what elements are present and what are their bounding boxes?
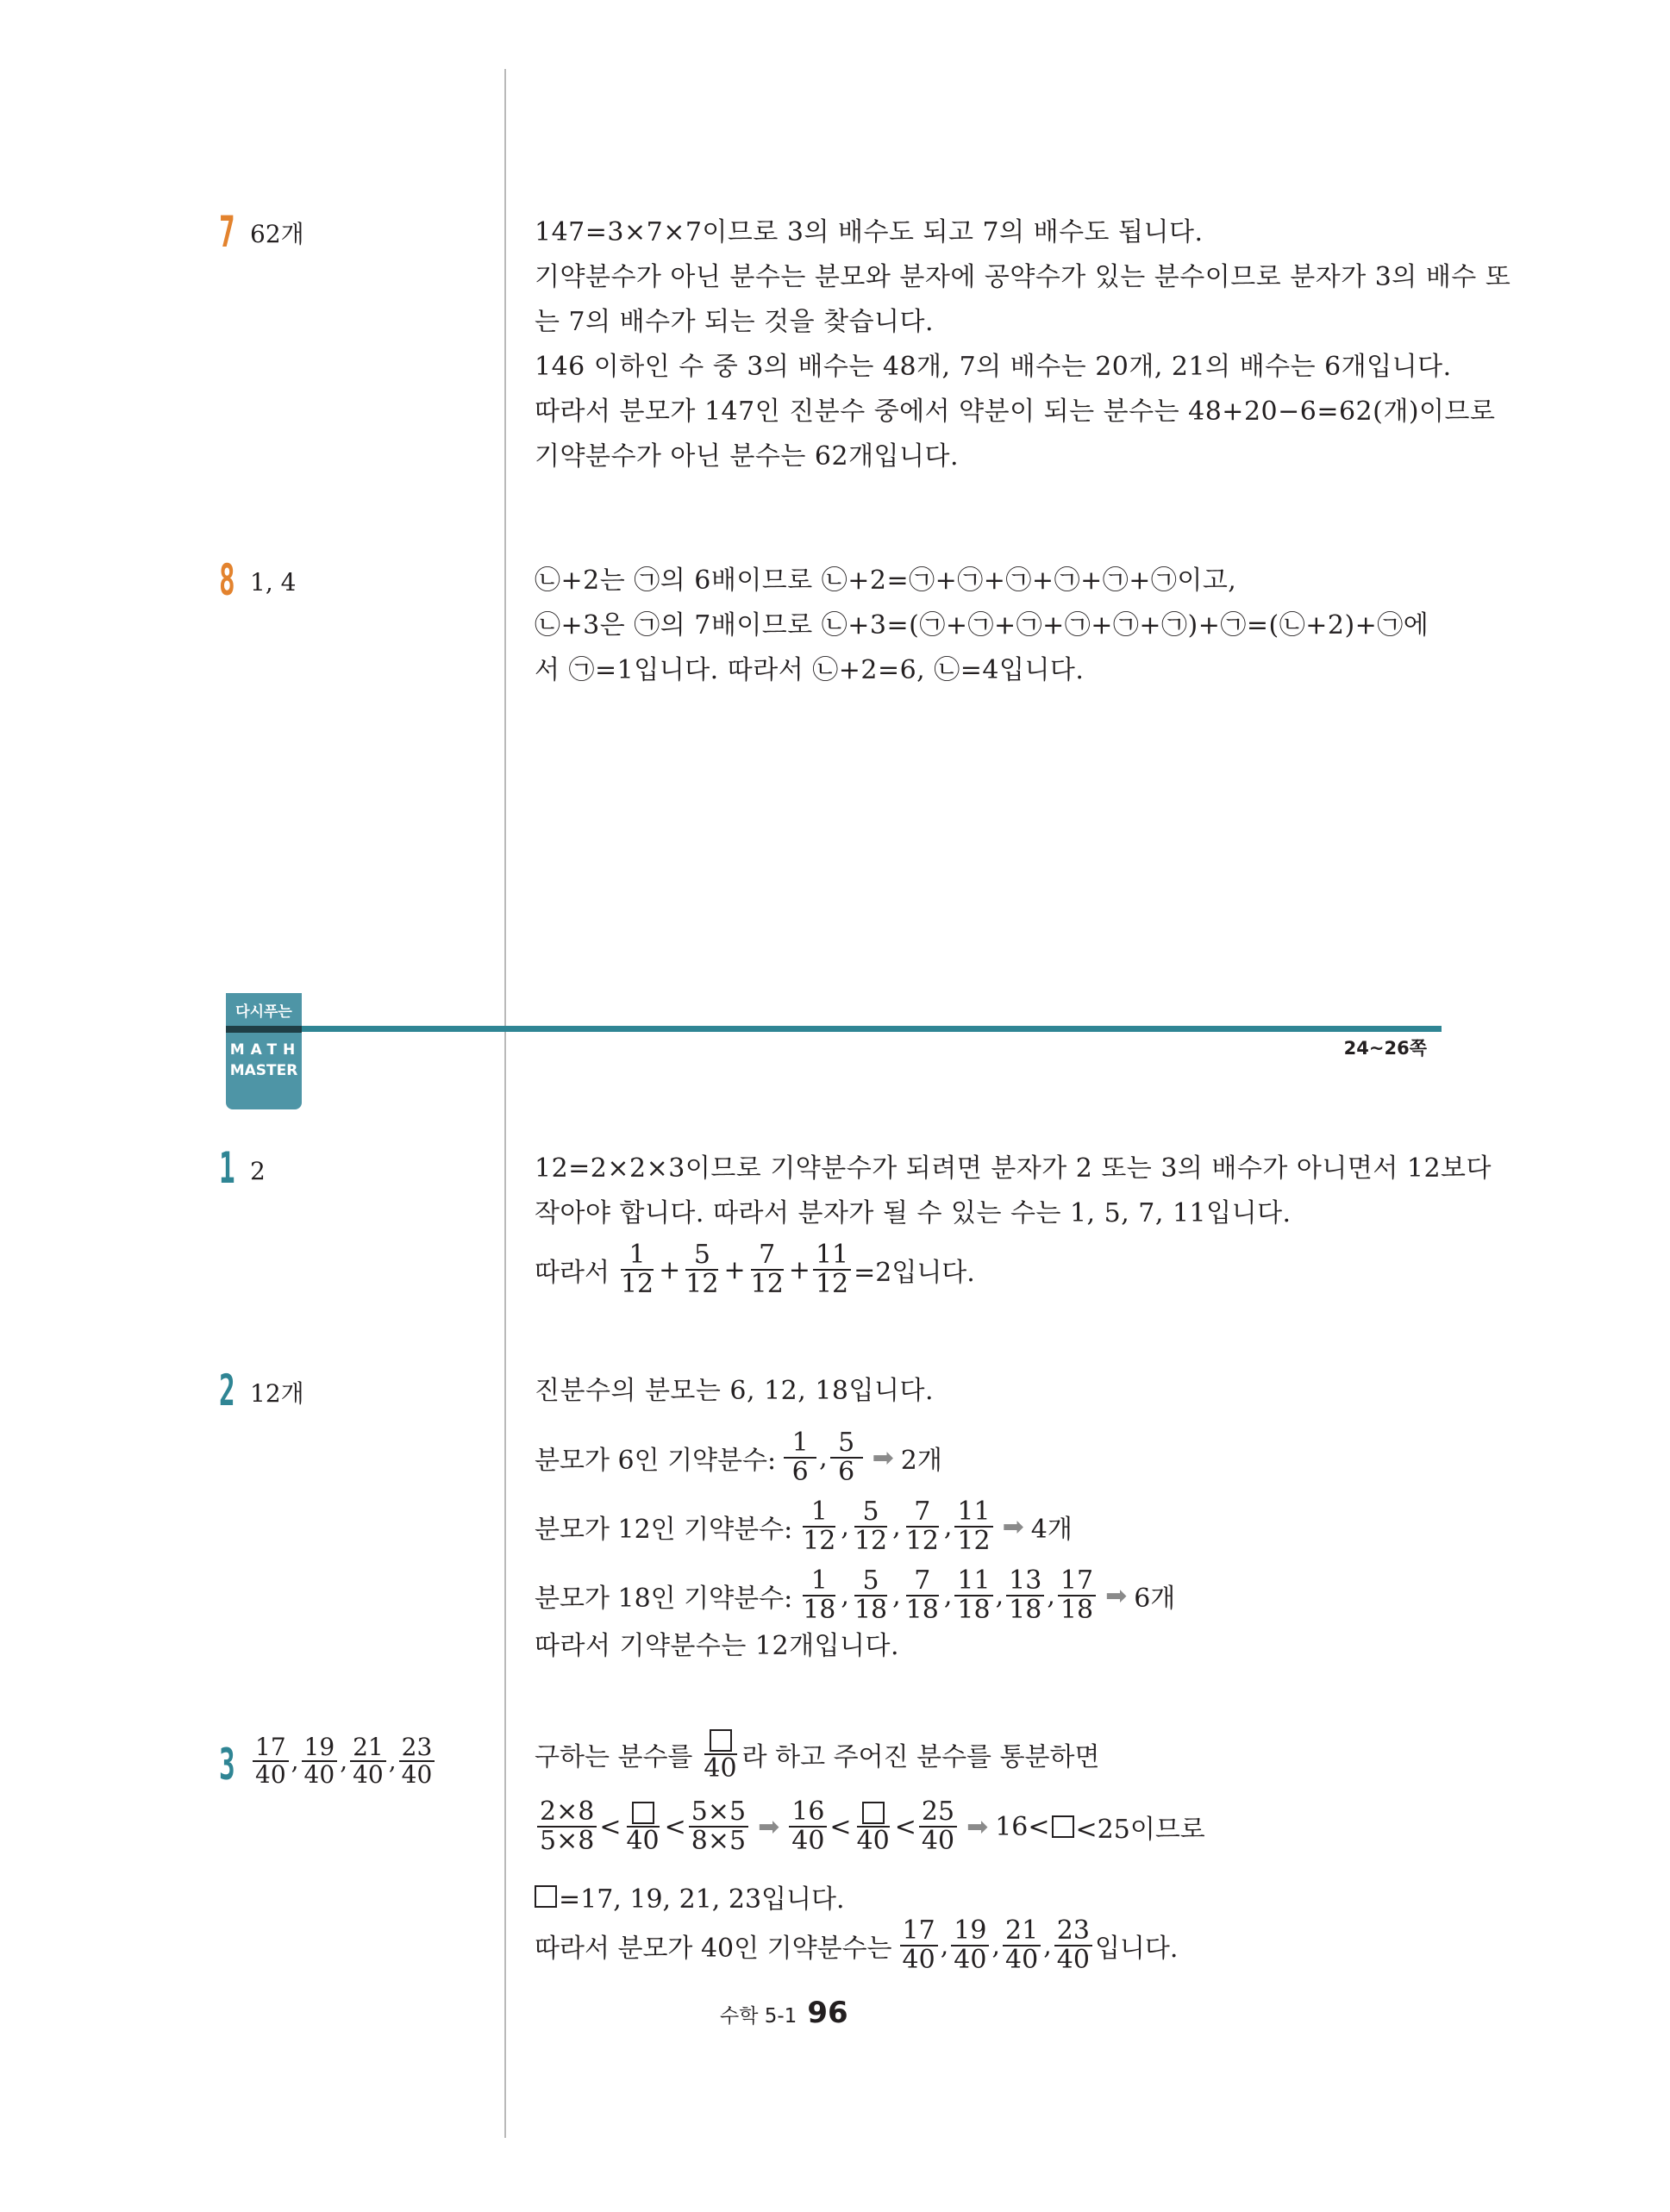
solution-line: 12=2×2×3이므로 기약분수가 되려면 분자가 2 또는 3의 배수가 아니면서 12보다 xyxy=(535,1153,1492,1184)
fraction: $\frac{7}{12}$ xyxy=(750,1240,784,1300)
fraction: 40 xyxy=(854,1798,892,1856)
problem-3-number: 3 xyxy=(219,1740,235,1790)
blank-box xyxy=(862,1802,885,1824)
fraction: $\frac{25}{40}$ xyxy=(919,1798,957,1856)
fraction: $\frac{5\times 5}{8\times 5}$ xyxy=(689,1798,748,1856)
column-divider xyxy=(504,69,506,2138)
fraction: $\frac{7}{18}$ xyxy=(905,1565,939,1626)
sum-prefix: 따라서 xyxy=(535,1258,610,1289)
fraction: $\frac{19}{40}$ xyxy=(951,1917,989,1975)
problem-8-number: 8 xyxy=(219,555,235,605)
plus-sign: + xyxy=(788,1254,810,1285)
solution-line: 진분수의 분모는 6, 12, 18입니다. xyxy=(535,1376,934,1406)
footer-title: 수학 5-1 xyxy=(720,2005,797,2028)
badge-top-label: 다시푸는 xyxy=(235,1003,292,1021)
badge-stripe xyxy=(226,1026,302,1033)
fraction: $\frac{17}{40}$ xyxy=(253,1734,289,1788)
arrow-icon: ➡ xyxy=(872,1442,894,1473)
badge-math-label: MATH xyxy=(229,1041,302,1059)
row-count: 6개 xyxy=(1134,1584,1176,1615)
arrow-icon: ➡ xyxy=(758,1811,780,1842)
fraction: $\frac{2\times 8}{5\times 8}$ xyxy=(537,1798,597,1856)
row-count: 4개 xyxy=(1030,1515,1073,1546)
fraction: $\frac{11}{12}$ xyxy=(813,1241,851,1299)
solution-line: ㉡+3은 ㉠의 7배이므로 ㉡+3=(㉠+㉠+㉠+㉠+㉠+㉠)+㉠=(㉡+2)+㉠에 xyxy=(535,610,1429,640)
fraction: $\frac{19}{40}$ xyxy=(302,1734,338,1788)
section-divider xyxy=(226,1026,1442,1032)
denominator-18-row: 분모가 18인 기약분수: $\frac{1}{18}$ , $\frac{5}{18}$ , $\frac{7}{18}$ , $\frac{11}{18}$ , $\frac{13}{18}$ , $\frac{17}{18}$ ➡ 6개 xyxy=(535,1565,1176,1626)
row-count: 2개 xyxy=(900,1446,942,1477)
solution-line: 146 이하인 수 중 3의 배수는 48개, 7의 배수는 20개, 21의 배수는 6개입니다. xyxy=(535,352,1452,382)
fraction: $\frac{1}{18}$ xyxy=(803,1565,836,1626)
row-label: 분모가 18인 기약분수: xyxy=(535,1584,793,1615)
fraction: $\frac{1}{12}$ xyxy=(620,1240,654,1300)
fraction: $\frac{21}{40}$ xyxy=(350,1734,386,1788)
fraction: 40 xyxy=(623,1798,661,1856)
fraction: $\frac{5}{6}$ xyxy=(830,1429,863,1487)
solution-line: 따라서 기약분수는 12개입니다. xyxy=(535,1631,900,1661)
badge-master-label: MASTER xyxy=(229,1062,298,1079)
solution-line: 따라서 분모가 147인 진분수 중에서 약분이 되는 분수는 48+20−6=62(개)이므로 xyxy=(535,397,1496,427)
solution-line: 기약분수가 아닌 분수는 62개입니다. xyxy=(535,441,960,472)
fraction: $\frac{21}{40}$ xyxy=(1003,1917,1041,1975)
plus-sign: + xyxy=(723,1254,746,1285)
fraction: $\frac{1}{12}$ xyxy=(803,1497,836,1557)
problem-3-intro: 구하는 분수를 40 라 하고 주어진 분수를 통분하면 xyxy=(535,1726,1100,1784)
solution-line: 서 ㉠=1입니다. 따라서 ㉡+2=6, ㉡=4입니다. xyxy=(535,655,1085,685)
fraction: $\frac{5}{12}$ xyxy=(685,1240,719,1300)
problem-8-answer: 1, 4 xyxy=(250,568,297,597)
fraction: $\frac{17}{40}$ xyxy=(900,1917,938,1975)
fraction: $\frac{23}{40}$ xyxy=(1054,1917,1092,1975)
problem-1-answer: 2 xyxy=(250,1157,266,1185)
fraction: $\frac{16}{40}$ xyxy=(789,1798,827,1856)
row-label: 분모가 12인 기약분수: xyxy=(535,1515,793,1546)
problem-8-solution xyxy=(535,559,1448,693)
fraction: $\frac{11}{18}$ xyxy=(954,1567,992,1625)
problem-7-answer: 62개 xyxy=(250,220,304,248)
problem-3-answer: $\frac{17}{40}$ , $\frac{19}{40}$ , $\frac{21}{40}$ , $\frac{23}{40}$ xyxy=(250,1734,437,1788)
problem-7-number: 7 xyxy=(219,207,235,257)
blank-box xyxy=(710,1729,732,1752)
denominator-6-row: 분모가 6인 기약분수: $\frac{1}{6}$ , $\frac{5}{6}$ ➡ 2개 xyxy=(535,1428,942,1488)
fraction: $\frac{7}{12}$ xyxy=(905,1497,939,1557)
problem-7-solution xyxy=(535,210,1511,479)
sum-suffix: =2입니다. xyxy=(854,1258,975,1289)
blank-box xyxy=(632,1802,654,1824)
fraction: $\frac{13}{18}$ xyxy=(1006,1567,1044,1625)
arrow-icon: ➡ xyxy=(1105,1580,1128,1611)
problem-1-sum xyxy=(535,1241,975,1299)
fraction: $\frac{1}{6}$ xyxy=(784,1429,816,1487)
problem-3-conclusion: 따라서 분모가 40인 기약분수는 $\frac{17}{40}$ , $\frac{19}{40}$ , $\frac{21}{40}$ , $\frac{23}{40}$ 입니다. xyxy=(535,1915,1179,1976)
problem-3-values: =17, 19, 21, 23입니다. xyxy=(535,1878,845,1915)
problem-2-intro xyxy=(535,1369,1448,1414)
fraction: $\frac{23}{40}$ xyxy=(399,1734,435,1788)
fraction: $\frac{5}{12}$ xyxy=(854,1497,888,1557)
solution-line: 는 7의 배수가 되는 것을 찾습니다. xyxy=(535,307,935,337)
denominator-12-row: 분모가 12인 기약분수: $\frac{1}{12}$ , $\frac{5}{12}$ , $\frac{7}{12}$ , $\frac{11}{12}$ ➡ 4개 xyxy=(535,1497,1073,1557)
page-reference: 24~26쪽 xyxy=(1343,1038,1427,1059)
solution-line: 147=3×7×7이므로 3의 배수도 되고 7의 배수도 됩니다. xyxy=(535,217,1204,247)
problem-2-conclusion xyxy=(535,1624,1448,1669)
fraction: 40 xyxy=(701,1726,739,1784)
problem-1-solution xyxy=(535,1147,1492,1236)
problem-2-number: 2 xyxy=(219,1365,235,1415)
arrow-icon: ➡ xyxy=(1002,1511,1024,1542)
math-master-badge xyxy=(226,993,302,1109)
fraction: $\frac{5}{18}$ xyxy=(854,1565,888,1626)
page-footer xyxy=(720,1996,848,2030)
solution-line: ㉡+2는 ㉠의 6배이므로 ㉡+2=㉠+㉠+㉠+㉠+㉠+㉠이고, xyxy=(535,565,1237,596)
problem-3-inequality: $\frac{2\times 8}{5\times 8}$ < 40 < $\frac{5\times 5}{8\times 5}$ ➡ $\frac{16}{40}$ < 40 < $\frac{25}{40}$ ➡ 16< <25이므로 xyxy=(535,1798,1205,1856)
fraction: $\frac{17}{18}$ xyxy=(1058,1567,1096,1625)
problem-1-number: 1 xyxy=(219,1143,235,1193)
solution-line: 기약분수가 아닌 분수는 분모와 분자에 공약수가 있는 분수이므로 분자가 3의 배수 또 xyxy=(535,262,1511,292)
solution-line: 작아야 합니다. 따라서 분자가 될 수 있는 수는 1, 5, 7, 11입니다. xyxy=(535,1198,1292,1228)
page-number: 96 xyxy=(807,1996,848,2030)
arrow-icon: ➡ xyxy=(966,1811,989,1842)
row-label: 분모가 6인 기약분수: xyxy=(535,1446,777,1477)
blank-box xyxy=(535,1885,557,1908)
plus-sign: + xyxy=(659,1254,681,1285)
fraction: $\frac{11}{12}$ xyxy=(954,1498,992,1556)
problem-2-answer: 12개 xyxy=(250,1379,304,1408)
blank-box xyxy=(1052,1815,1074,1838)
